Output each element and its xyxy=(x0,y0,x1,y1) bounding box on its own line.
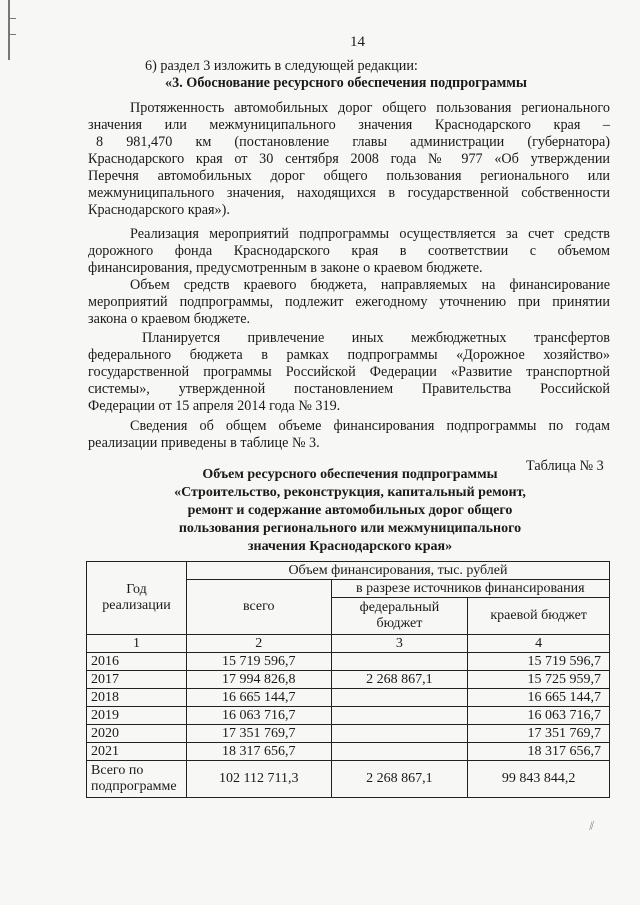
header-year: Год реализации xyxy=(87,562,187,635)
margin-tick xyxy=(10,34,16,35)
col-number: 2 xyxy=(186,635,331,653)
para2-line: дорожного фонда Краснодарского края в соответствии с объемом xyxy=(88,243,610,259)
cell-regional: 15 725 959,7 xyxy=(468,671,610,689)
para2-line: Реализация мероприятий подпрограммы осуществляется за счет средств xyxy=(130,226,610,242)
para2-line: финансирования, предусмотренным в законе о краевом бюджете. xyxy=(88,260,483,276)
cell-total: 15 719 596,7 xyxy=(186,653,331,671)
table-row xyxy=(87,725,610,743)
cell-year: 2020 xyxy=(87,725,187,743)
table-total-row xyxy=(87,761,610,798)
handwritten-mark: ⁄⁄ xyxy=(588,819,596,833)
cell-federal xyxy=(331,707,468,725)
para1-line: значения или межмуниципального значения Краснодарского края – xyxy=(88,117,610,133)
table-title-line: пользования регионального или межмуниципального xyxy=(178,521,522,536)
cell-federal-sum: 2 268 867,1 xyxy=(331,761,468,798)
table-row xyxy=(87,707,610,725)
cell-year: 2021 xyxy=(87,743,187,761)
para3-line: мероприятий подпрограммы, подлежит ежегодному уточнению при принятии xyxy=(88,294,610,310)
cell-total-label: Всего по подпрограмме xyxy=(87,761,187,798)
header-regional: краевой бюджет xyxy=(468,598,610,635)
cell-total: 17 351 769,7 xyxy=(186,725,331,743)
cell-total: 16 063 716,7 xyxy=(186,707,331,725)
table-row xyxy=(87,743,610,761)
cell-regional: 16 063 716,7 xyxy=(468,707,610,725)
table-row xyxy=(87,653,610,671)
cell-regional: 15 719 596,7 xyxy=(468,653,610,671)
header-volume: Объем финансирования, тыс. рублей xyxy=(186,562,609,580)
margin-line xyxy=(8,0,10,60)
cell-regional: 17 351 769,7 xyxy=(468,725,610,743)
col-number: 4 xyxy=(468,635,610,653)
para4-line: федерального бюджета в рамках подпрограммы «Дорожное хозяйство» xyxy=(88,347,610,363)
header-total: всего xyxy=(186,580,331,635)
para5-line: Сведения об общем объеме финансирования подпрограммы по годам xyxy=(130,418,610,434)
cell-federal xyxy=(331,653,468,671)
cell-total: 17 994 826,8 xyxy=(186,671,331,689)
para1-line: Краснодарского края от 30 сентября 2008 года № 977 «Об утверждении xyxy=(88,151,610,167)
table-title-line: «Строительство, реконструкция, капитальный ремонт, xyxy=(174,485,526,500)
cell-federal xyxy=(331,725,468,743)
header-sources: в разрезе источников финансирования xyxy=(331,580,609,598)
intro-line: 6) раздел 3 изложить в следующей редакции: xyxy=(145,58,418,74)
cell-year: 2017 xyxy=(87,671,187,689)
table-row xyxy=(87,671,610,689)
section-title: «3. Обоснование ресурсного обеспечения подпрограммы xyxy=(165,75,528,91)
para3-line: Объем средств краевого бюджета, направляемых на финансирование xyxy=(130,277,610,293)
cell-total-sum: 102 112 711,3 xyxy=(186,761,331,798)
para1-line: Протяженность автомобильных дорог общего пользования регионального xyxy=(130,100,610,116)
para4-line: Федерации от 15 апреля 2014 года № 319. xyxy=(88,398,341,414)
header-federal: федеральный бюджет xyxy=(331,598,468,635)
para5-line: реализации приведены в таблице № 3. xyxy=(88,435,320,451)
para4-line: Планируется привлечение иных межбюджетных трансфертов xyxy=(142,330,610,346)
financing-table xyxy=(86,561,610,798)
para4-line: государственной программы Российской Федерации «Развитие транспортной xyxy=(88,364,610,380)
cell-federal xyxy=(331,689,468,707)
cell-federal xyxy=(331,743,468,761)
para1-line: Краснодарского края»). xyxy=(88,202,230,218)
cell-year: 2019 xyxy=(87,707,187,725)
para4-line: системы», утвержденной постановлением Правительства Российской xyxy=(88,381,610,397)
table-title-line: Объем ресурсного обеспечения подпрограммы xyxy=(202,467,498,482)
cell-regional-sum: 99 843 844,2 xyxy=(468,761,610,798)
para1-line: 8 981,470 км (постановление главы администрации (губернатора) xyxy=(96,134,610,150)
cell-total: 16 665 144,7 xyxy=(186,689,331,707)
cell-federal: 2 268 867,1 xyxy=(331,671,468,689)
margin-tick xyxy=(10,18,16,19)
para3-line: закона о краевом бюджете. xyxy=(88,311,251,327)
cell-regional: 18 317 656,7 xyxy=(468,743,610,761)
col-number: 3 xyxy=(331,635,468,653)
table-label: Таблица № 3 xyxy=(526,458,604,474)
page-number: 14 xyxy=(350,34,365,50)
col-number: 1 xyxy=(87,635,187,653)
para1-line: Перечня автомобильных дорог общего пользования регионального или xyxy=(88,168,610,184)
cell-year: 2018 xyxy=(87,689,187,707)
table-title-line: ремонт и содержание автомобильных дорог общего xyxy=(187,503,513,518)
cell-total: 18 317 656,7 xyxy=(186,743,331,761)
table-title-line: значения Краснодарского края» xyxy=(247,539,453,554)
para1-line: межмуниципального значения, находящихся в государственной собственности xyxy=(88,185,610,201)
table-row xyxy=(87,689,610,707)
cell-regional: 16 665 144,7 xyxy=(468,689,610,707)
cell-year: 2016 xyxy=(87,653,187,671)
